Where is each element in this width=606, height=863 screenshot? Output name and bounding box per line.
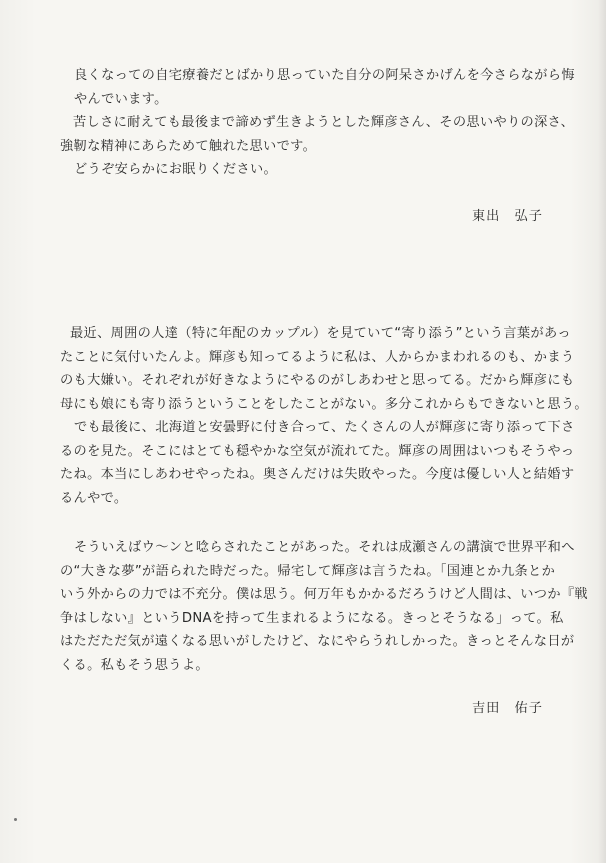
text-line: そういえばウ〜ンと唸らされたことがあった。それは成瀬さんの講演で世界平和へ xyxy=(74,540,575,555)
text-line: 争はしない』というDNAを持って生まれるようになる。きっとそうなる」って。私 xyxy=(60,610,564,626)
text-line: はただただ気が遠くなる思いがしたけど、なにやらうれしかった。きっとそんな日が xyxy=(60,634,575,649)
text-line: どうぞ安らかにお眠りください。 xyxy=(74,162,278,177)
text-line: でも最後に、北海道と安曇野に付き合って、たくさんの人が輝彦に寄り添って下さ xyxy=(74,420,575,435)
text-line: たね。本当にしあわせやったね。奥さんだけは失敗やった。今度は優しい人と結婚す xyxy=(60,467,575,482)
letter2-paragraph-1 xyxy=(60,322,588,510)
text-line: 苦しさに耐えても最後まで諦めず生きようとした輝彦さん、その思いやりの深さ、 xyxy=(73,115,575,130)
text-line: 強靭な精神にあらためて触れた思いです。 xyxy=(60,138,317,154)
text-line: るんやで。 xyxy=(60,490,128,506)
text-line: 母にも娘にも寄り添うということをしたことがない。多分これからもできないと思う。 xyxy=(60,396,588,412)
text-line: いう外からの力では不充分。僕は思う。何万年もかかるだろうけど人間は、いつか『戦 xyxy=(60,587,588,602)
text-line: 最近、周囲の人達（特に年配のカップル）を見ていて“寄り添う”という言葉があっ xyxy=(70,326,571,341)
text-line: たことに気付いたんよ。輝彦も知ってるように私は、人からかまわれるのも、かまう xyxy=(60,349,575,365)
letter2-paragraph-2 xyxy=(60,536,588,677)
text-line: の“大きな夢”が語られた時だった。帰宅して輝彦は言うたね。「国連とか九条とか xyxy=(60,563,556,579)
letter1-body xyxy=(60,64,575,182)
letter2-signature: 吉田 佑子 xyxy=(472,701,543,716)
letter1-signature: 東出 弘子 xyxy=(472,209,543,224)
text-line: くる。私もそう思うよ。 xyxy=(60,657,209,673)
text-line: のも大嫌い。それぞれが好きなようにやるのがしあわせと思ってる。だから輝彦にも xyxy=(60,373,575,388)
page-edge-shadow xyxy=(598,0,606,863)
text-line: るのを見た。そこにはとても穏やかな空気が流れてた。輝彦の周囲はいつもそうやっ xyxy=(60,443,575,459)
text-line: 良くなっての自宅療養だとばかり思っていた自分の阿呆さかげんを今さらながら悔 xyxy=(74,68,575,83)
scan-speck xyxy=(14,818,17,821)
text-line: やんでいます。 xyxy=(74,91,168,107)
